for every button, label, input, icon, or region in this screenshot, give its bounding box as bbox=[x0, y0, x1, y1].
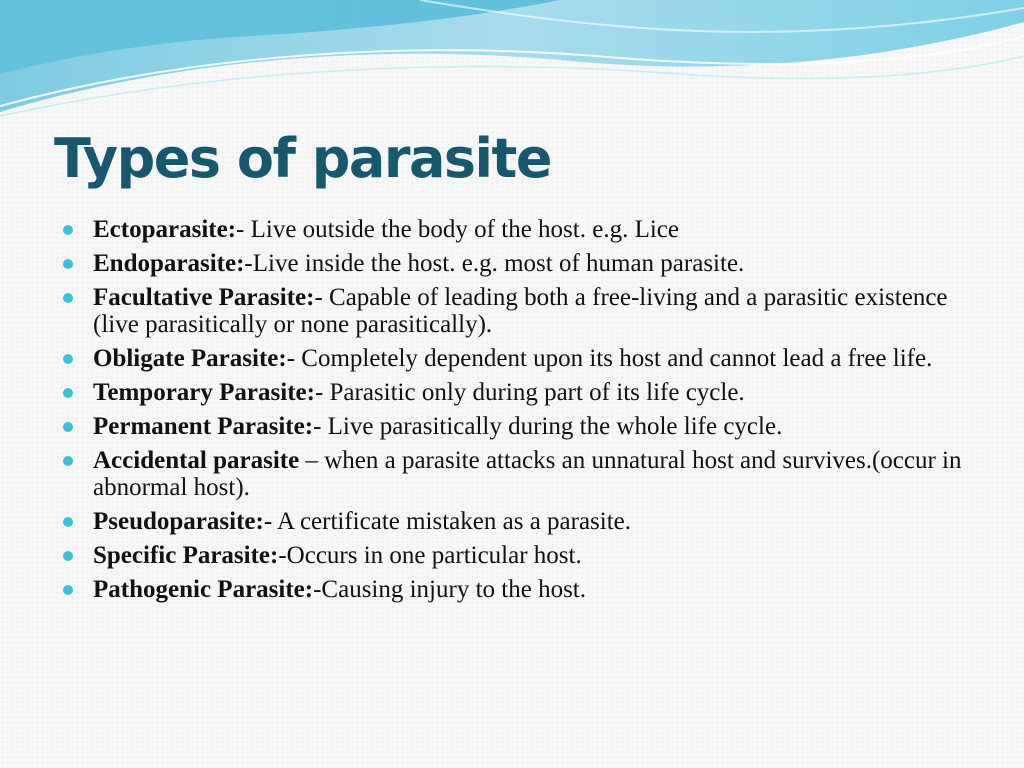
term-label: Pseudoparasite: bbox=[93, 508, 264, 535]
bullet-icon bbox=[63, 517, 73, 527]
list-item bbox=[62, 379, 962, 406]
term-description: - Parasitic only during part of its life cycle. bbox=[314, 379, 745, 406]
list-item bbox=[62, 216, 962, 243]
bullet-icon bbox=[63, 456, 73, 466]
term-label: Permanent Parasite: bbox=[93, 413, 314, 440]
bullet-icon bbox=[63, 388, 73, 398]
list-item bbox=[62, 284, 962, 338]
bullet-icon bbox=[63, 585, 73, 595]
term-label: Facultative Parasite: bbox=[93, 284, 315, 311]
term-description: -Causing injury to the host. bbox=[313, 576, 586, 603]
term-label: Ectoparasite: bbox=[93, 216, 237, 243]
term-description: -Occurs in one particular host. bbox=[278, 542, 582, 569]
term-description: - Live parasitically during the whole life cycle. bbox=[313, 413, 783, 440]
bullet-icon bbox=[63, 354, 73, 364]
term-label: Temporary Parasite: bbox=[93, 379, 315, 406]
page-title: Types of parasite bbox=[54, 127, 551, 190]
bullet-icon bbox=[63, 422, 73, 432]
list-item bbox=[62, 508, 962, 535]
term-label: Specific Parasite: bbox=[93, 542, 279, 569]
list-item bbox=[62, 576, 962, 603]
bullet-icon bbox=[63, 259, 73, 269]
header-wave-decoration bbox=[0, 0, 1024, 120]
bullet-list bbox=[62, 216, 962, 610]
term-label: Obligate Parasite: bbox=[93, 345, 287, 372]
term-label: Endoparasite: bbox=[93, 250, 245, 277]
bullet-icon bbox=[63, 293, 73, 303]
term-label: Accidental parasite bbox=[93, 447, 300, 474]
term-description: - A certificate mistaken as a parasite. bbox=[263, 508, 632, 535]
term-label: Pathogenic Parasite: bbox=[93, 576, 314, 603]
term-description: – when a parasite attacks an unnatural host and survives.(occur in abnormal host). bbox=[93, 447, 962, 501]
term-description: - Completely dependent upon its host and cannot lead a free life. bbox=[286, 345, 933, 372]
bullet-icon bbox=[63, 551, 73, 561]
term-description: -Live inside the host. e.g. most of human parasite. bbox=[244, 250, 745, 277]
term-description: - Live outside the body of the host. e.g. Lice bbox=[236, 216, 679, 243]
list-item bbox=[62, 542, 962, 569]
list-item bbox=[62, 413, 962, 440]
term-description: - Capable of leading both a free-living and a parasitic existence (live parasitically or none parasitically). bbox=[93, 284, 948, 338]
list-item bbox=[62, 250, 962, 277]
list-item bbox=[62, 447, 962, 501]
list-item bbox=[62, 345, 962, 372]
bullet-icon bbox=[63, 225, 73, 235]
